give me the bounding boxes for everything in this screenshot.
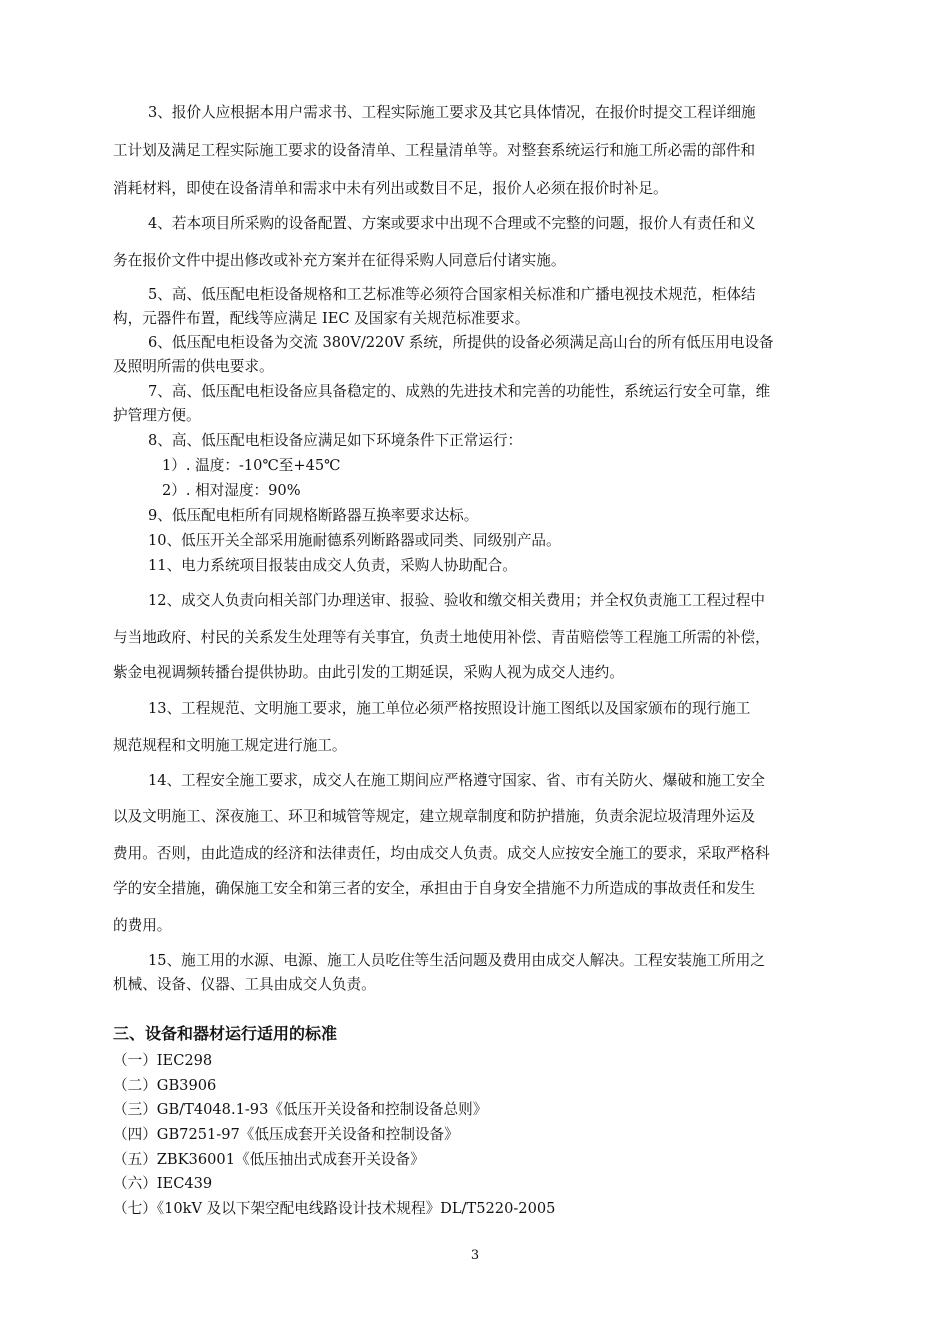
paragraph-12-line-2: 与当地政府、村民的关系发生处理等有关事宜，负责土地使用补偿、青苗赔偿等工程施工所需的补偿， — [113, 629, 770, 646]
paragraph-13-line-2: 规范规程和文明施工规定进行施工。 — [113, 737, 347, 754]
paragraph-3-line-3: 消耗材料，即使在设备清单和需求中未有列出或数目不足，报价人必须在报价时补足。 — [113, 180, 668, 197]
paragraph-9: 9、低压配电柜所有同规格断路器互换率要求达标。 — [148, 507, 479, 524]
paragraph-7-line-2: 护管理方便。 — [113, 407, 201, 424]
paragraph-6-line-1: 6、低压配电柜设备为交流 380V/220V 系统，所提供的设备必须满足高山台的所有低压用电设备 — [148, 334, 774, 351]
paragraph-5-line-2: 构，元器件布置，配线等应满足 IEC 及国家有关规范标准要求。 — [113, 310, 530, 327]
paragraph-12-line-1: 12、成交人负责向相关部门办理送审、报验、验收和缴交相关费用；并全权负责施工工程过程中 — [148, 592, 765, 609]
paragraph-15-line-1: 15、施工用的水源、电源、施工人员吃住等生活问题及费用由成交人解决。工程安装施工所用之 — [148, 952, 765, 969]
paragraph-14-line-5: 的费用。 — [113, 917, 172, 934]
paragraph-3-line-1: 3、报价人应根据本用户需求书、工程实际施工要求及其它具体情况，在报价时提交工程详细施 — [148, 104, 756, 121]
paragraph-14-line-3: 费用。否则，由此造成的经济和法律责任，均由成交人负责。成交人应按安全施工的要求，采取严格科 — [113, 845, 770, 862]
paragraph-5-line-1: 5、高、低压配电柜设备规格和工艺标准等必须符合国家相关标准和广播电视技术规范，柜体结 — [148, 286, 756, 303]
standard-item-7: （七）《10kV 及以下架空配电线路设计技术规程》DL/T5220-2005 — [113, 1200, 556, 1217]
condition-humidity: 2）. 相对湿度：90% — [162, 482, 301, 499]
paragraph-15-line-2: 机械、设备、仪器、工具由成交人负责。 — [113, 976, 376, 993]
paragraph-6-line-2: 及照明所需的供电要求。 — [113, 358, 274, 375]
paragraph-12-line-3: 紫金电视调频转播台提供协助。由此引发的工期延误，采购人视为成交人违约。 — [113, 664, 624, 681]
paragraph-4-line-2: 务在报价文件中提出修改或补充方案并在征得采购人同意后付诸实施。 — [113, 252, 566, 269]
paragraph-14-line-1: 14、工程安全施工要求，成交人在施工期间应严格遵守国家、省、市有关防火、爆破和施工安全 — [148, 772, 765, 789]
paragraph-7-line-1: 7、高、低压配电柜设备应具备稳定的、成熟的先进技术和完善的功能性，系统运行安全可靠，维 — [148, 383, 771, 400]
paragraph-14-line-4: 学的安全措施，确保施工安全和第三者的安全，承担由于自身安全措施不力所造成的事故责任和发生 — [113, 880, 756, 897]
paragraph-11: 11、电力系统项目报装由成交人负责，采购人协助配合。 — [148, 557, 517, 574]
standard-item-6: （六）IEC439 — [113, 1175, 213, 1192]
standard-item-4: （四）GB7251-97《低压成套开关设备和控制设备》 — [113, 1126, 459, 1143]
paragraph-13-line-1: 13、工程规范、文明施工要求，施工单位必须严格按照设计施工图纸以及国家颁布的现行施工 — [148, 700, 751, 717]
paragraph-8: 8、高、低压配电柜设备应满足如下环境条件下正常运行： — [148, 432, 523, 449]
condition-temperature: 1）. 温度：-10℃至+45℃ — [162, 457, 341, 474]
standard-item-2: （二）GB3906 — [113, 1077, 217, 1094]
standard-item-1: （一）IEC298 — [113, 1052, 213, 1069]
paragraph-4-line-1: 4、若本项目所采购的设备配置、方案或要求中出现不合理或不完整的问题，报价人有责任和义 — [148, 215, 756, 232]
paragraph-14-line-2: 以及文明施工、深夜施工、环卫和城管等规定，建立规章制度和防护措施，负责余泥垃圾清理外运及 — [113, 808, 756, 825]
standard-item-5: （五）ZBK36001《低压抽出式成套开关设备》 — [113, 1151, 425, 1168]
paragraph-3-line-2: 工计划及满足工程实际施工要求的设备清单、工程量清单等。对整套系统运行和施工所必需的部件和 — [113, 142, 756, 159]
section-heading: 三、设备和器材运行适用的标准 — [113, 1024, 338, 1043]
page-number: 3 — [470, 1248, 480, 1263]
standard-item-3: （三）GB/T4048.1-93《低压开关设备和控制设备总则》 — [113, 1101, 488, 1118]
paragraph-10: 10、低压开关全部采用施耐德系列断路器或同类、同级别产品。 — [148, 532, 561, 549]
